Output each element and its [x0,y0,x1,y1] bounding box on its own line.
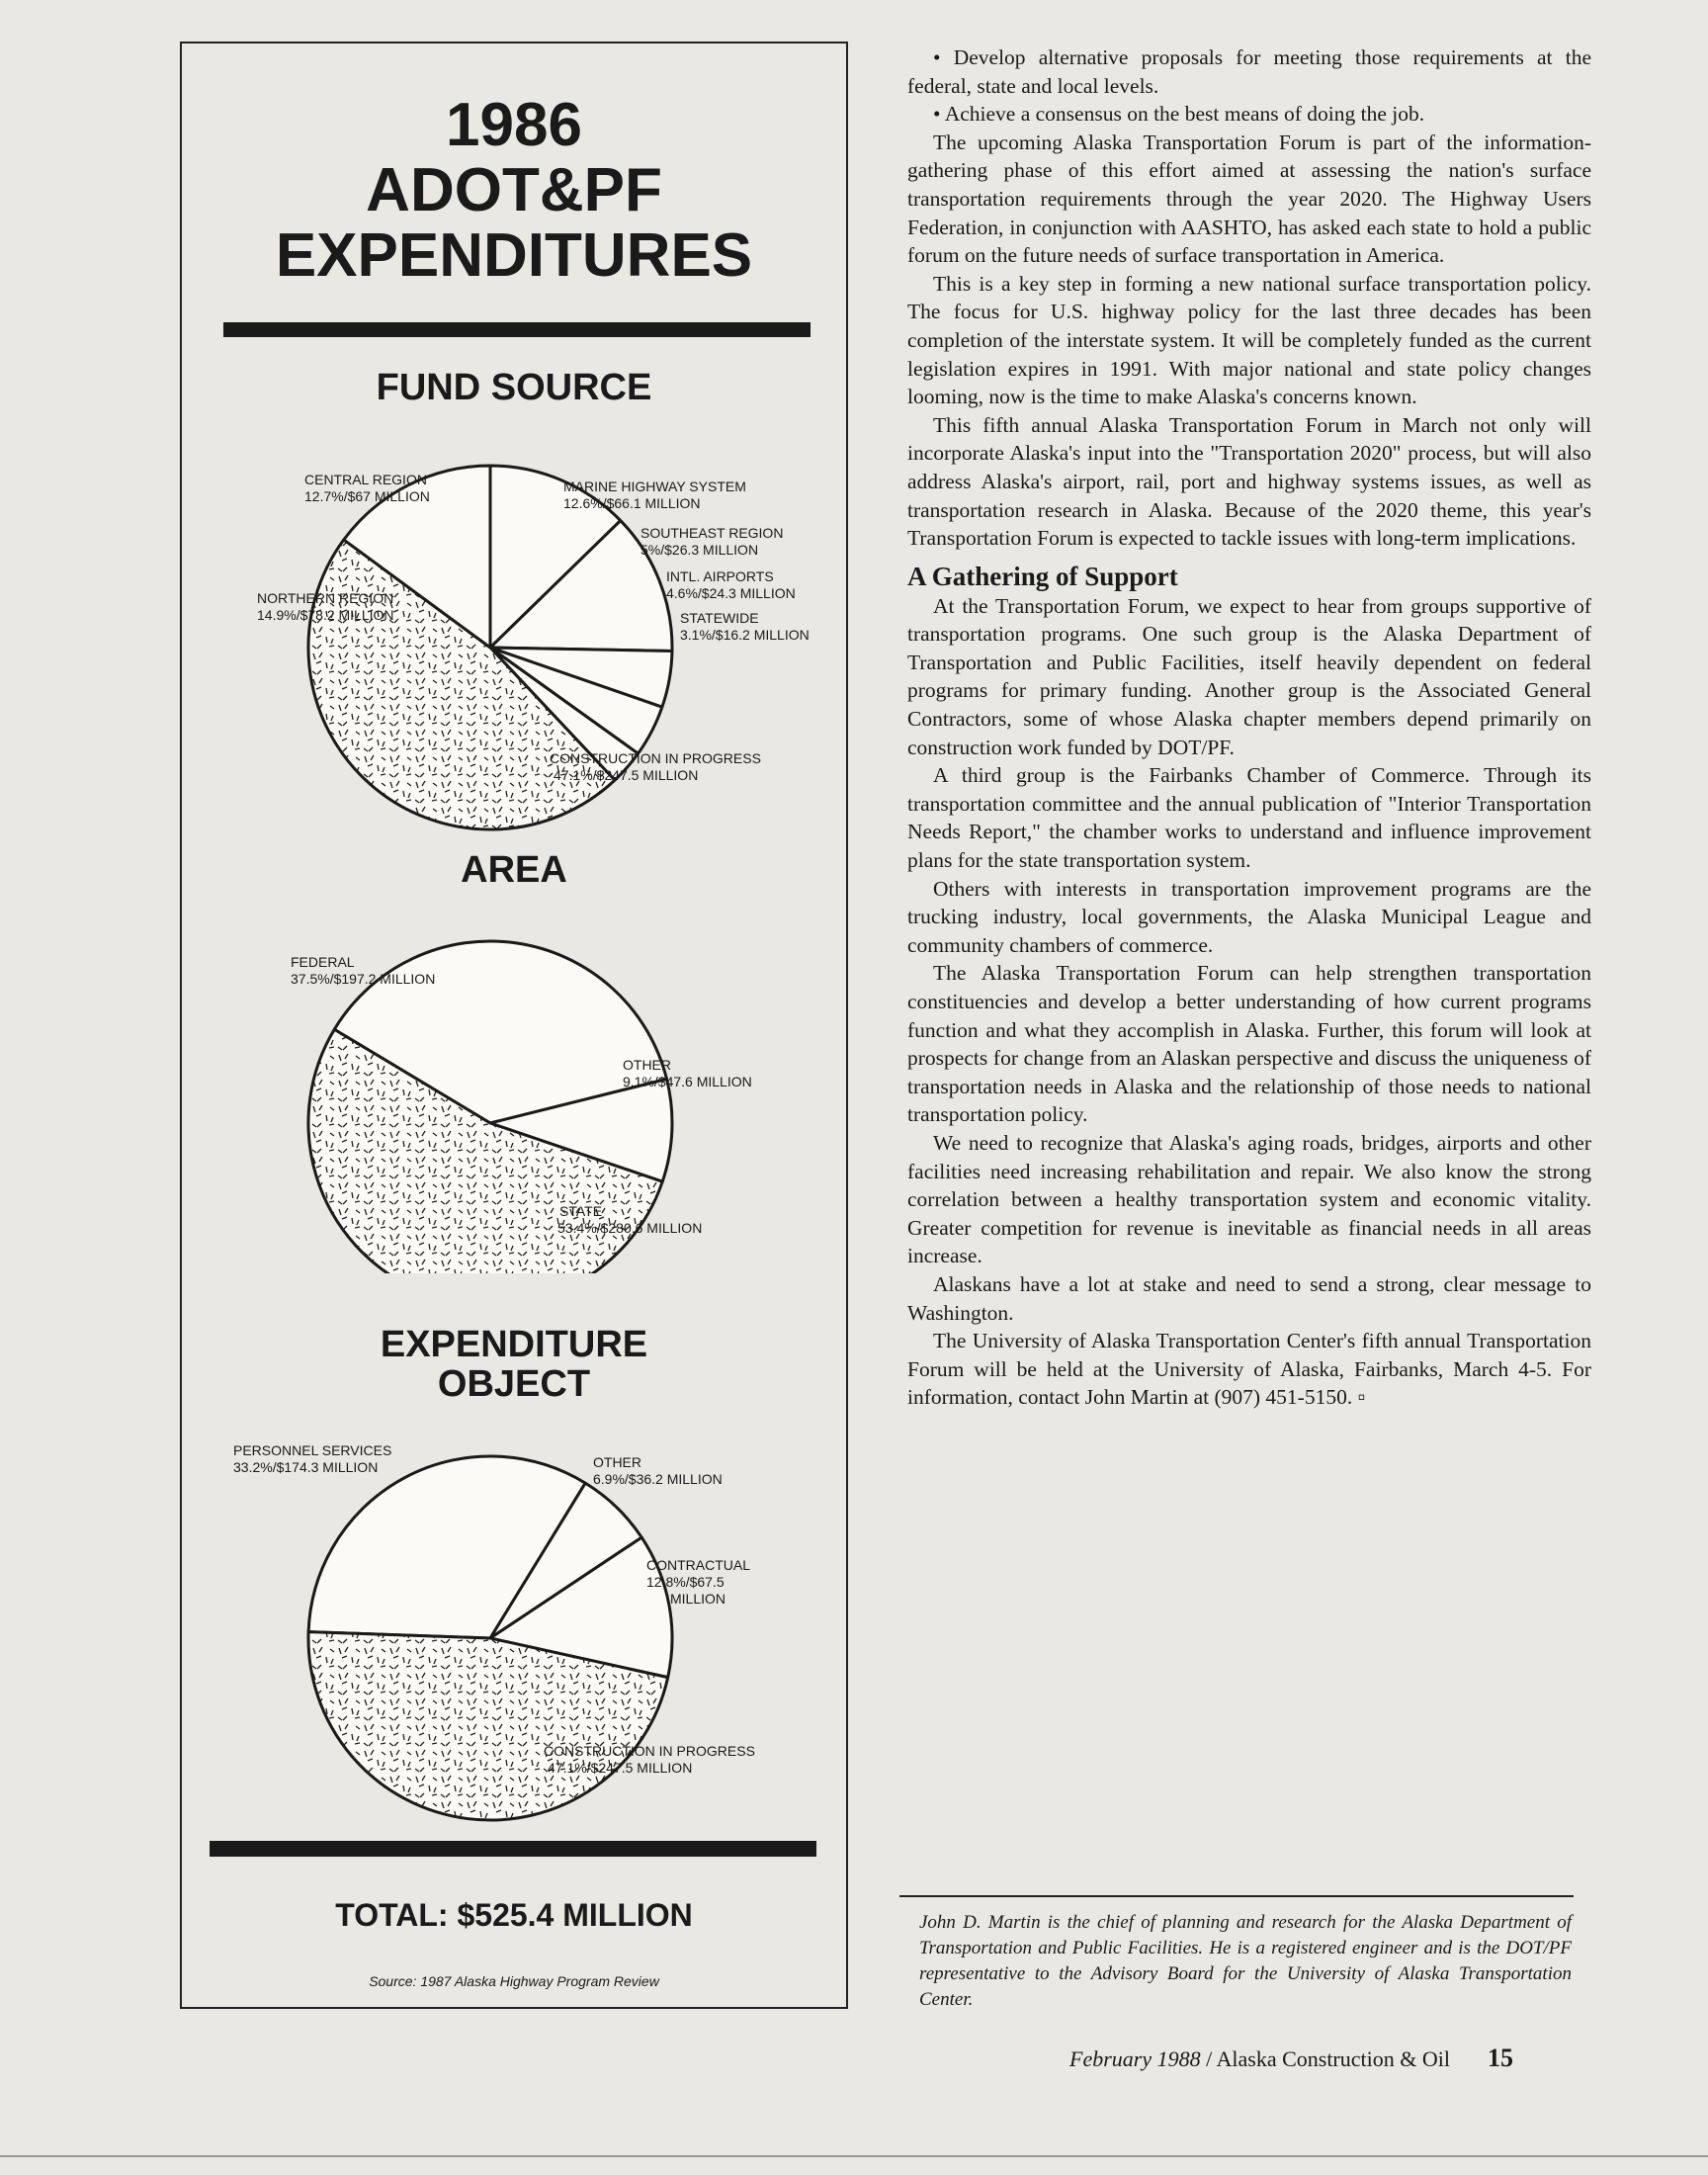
scan-edge-line [0,2155,1708,2157]
label-federal-name: FEDERAL [291,954,355,970]
label-area-other-value: 9.1%/$47.6 MILLION [623,1074,752,1089]
article-paragraph: Alaskans have a lot at stake and need to send a strong, clear message to Washington. [907,1271,1591,1325]
label-construction-value: 47.1%/$247.5 MILLION [554,767,699,783]
label-state-value: 53.4%/$280.6 MILLION [557,1220,703,1236]
label-statewide-name: STATEWIDE [680,610,759,626]
footer-publication: / Alaska Construction & Oil [1200,2046,1450,2071]
label-contractual-name: CONTRACTUAL [646,1557,751,1573]
label-central-region-value: 12.7%/$67 MILLION [304,488,430,504]
expenditures-sidebar [180,42,848,2009]
label-object-construction-value: 47.1%/$247.5 MILLION [548,1760,693,1776]
area-pie [182,898,846,1273]
label-contractual-value: 12.8%/$67.5 [646,1574,725,1590]
label-northern-region-value: 14.9%/$78.2 MILLION [257,607,394,623]
title-agency: ADOT&PF [366,156,662,224]
source-credit: Source: 1987 Alaska Highway Program Review [369,1973,659,1989]
label-personnel-value: 33.2%/$174.3 MILLION [233,1459,379,1475]
label-contractual-value2: MILLION [670,1591,726,1607]
article-paragraph: This fifth annual Alaska Transportation Forum in March not only will incorporate Alaska's input into the "Transportation 2020" process, but will also address Alaska's airport, rail, port and highway systems issues, as well as transportation research in Alaska. Because of the 2020 theme, this year's Transportation Forum is expected to tackle issues with long-term implications. [907,412,1591,551]
total-expenditure: TOTAL: $525.4 MILLION [335,1897,693,1933]
bio-divider [899,1895,1574,1897]
label-personnel-name: PERSONNEL SERVICES [233,1442,392,1458]
article-paragraph: The University of Alaska Transportation Center's fifth annual Transportation Forum will be held at the University of Alaska, Fairbanks, March 4-5. For information, contact John Martin at (907) 451-5150. ▫ [907,1329,1591,1410]
label-southeast-region-name: SOUTHEAST REGION [640,525,784,541]
title-expenditures: EXPENDITURES [275,221,753,290]
article-paragraph: Others with interests in transportation improvement programs are the trucking industry, local governments, the Alaska Municipal League and community chambers of commerce. [907,876,1591,957]
fund-source-pie [182,419,846,834]
sidebar-title [182,93,846,289]
label-state-name: STATE [559,1203,603,1219]
label-federal-value: 37.5%/$197.2 MILLION [291,971,436,987]
label-intl-airports-name: INTL. AIRPORTS [666,568,774,584]
expenditure-object-pie [182,1414,846,1829]
expenditure-object-title-line1: EXPENDITURE [380,1324,648,1365]
expenditure-object-title [182,1325,846,1404]
label-construction-name: CONSTRUCTION IN PROGRESS [550,750,761,766]
label-object-other-name: OTHER [593,1454,641,1470]
article-paragraph: This is a key step in forming a new national surface transportation policy. The focus for U.S. highway policy for the last three decades has been completion of the interstate system. It will be completely funded as the current legislation expires in 1991. With major national and state policy changes looming, now is the time to make Alaska's concerns known. [907,271,1591,409]
label-object-construction-name: CONSTRUCTION IN PROGRESS [544,1743,755,1759]
article-paragraph: At the Transportation Forum, we expect to hear from groups supportive of transportation programs. One such group is the Alaska Department of Transportation and Public Facilities, itself heavily dependent on federal programs for primary funding. Another group is the Associated General Contractors, some of whose Alaska chapter members depend primarily on construction work funded by DOT/PF. [907,593,1591,759]
author-bio: John D. Martin is the chief of planning and research for the Alaska Department of Transportation and Public Facilities. He is a registered engineer and is the DOT/PF representative to the Advisory Board for the University of Alaska Transportation Center. [919,1912,1572,2010]
label-marine-highway-name: MARINE HIGHWAY SYSTEM [563,478,746,494]
label-southeast-region-value: 5%/$26.3 MILLION [640,542,759,558]
total-divider [210,1841,816,1857]
article-paragraph: The Alaska Transportation Forum can help strengthen transportation constituencies and develop a better understanding of how current programs function and what they accomplish in Alaska. Further, this forum will look at prospects for change from an Alaskan perspective and discuss the uniqueness of transportation needs in Alaska and the relationship of those needs to national transportation policy. [907,961,1591,1127]
label-area-other-name: OTHER [623,1057,671,1073]
area-title: AREA [461,849,567,891]
title-year: 1986 [446,91,582,159]
bullet-item: • Develop alternative proposals for meeting those requirements at the federal, state and local levels. [907,45,1591,98]
label-intl-airports-value: 4.6%/$24.3 MILLION [666,585,796,601]
section-heading: A Gathering of Support [907,561,1178,591]
label-central-region-name: CENTRAL REGION [304,472,427,487]
label-object-other-value: 6.9%/$36.2 MILLION [593,1471,723,1487]
fund-source-title: FUND SOURCE [376,367,652,408]
page-number: 15 [1487,2044,1513,2072]
label-marine-highway-value: 12.6%/$66.1 MILLION [563,495,701,511]
bullet-item: • Achieve a consensus on the best means of doing the job. [933,102,1425,127]
title-divider [223,322,811,337]
article-paragraph: A third group is the Fairbanks Chamber of Commerce. Through its transportation committee and the annual publication of "Interior Transportation Needs Report," the chamber works to understand and influence improvement plans for the state transportation system. [907,763,1591,873]
article-paragraph: We need to recognize that Alaska's aging roads, bridges, airports and other facilities need increasing rehabilitation and repair. We also know the strong correlation between a healthy transportation system and economic vitality. Greater competition for revenue is inevitable as financial needs in all areas increase. [907,1130,1591,1268]
page-footer [1069,2044,1513,2073]
footer-issue-date: February 1988 [1069,2046,1201,2071]
article-paragraph: The upcoming Alaska Transportation Forum is part of the information-gathering phase of this effort aimed at assessing the nation's surface transportation requirements through the year 2020. The Highway Users Federation, in conjunction with AASHTO, has asked each state to hold a public forum on the future needs of surface transportation in America. [907,130,1591,268]
label-northern-region-name: NORTHERN REGION [257,590,394,606]
expenditure-object-title-line2: OBJECT [437,1363,591,1405]
label-statewide-value: 3.1%/$16.2 MILLION [680,627,810,643]
article-body [907,44,1591,1412]
